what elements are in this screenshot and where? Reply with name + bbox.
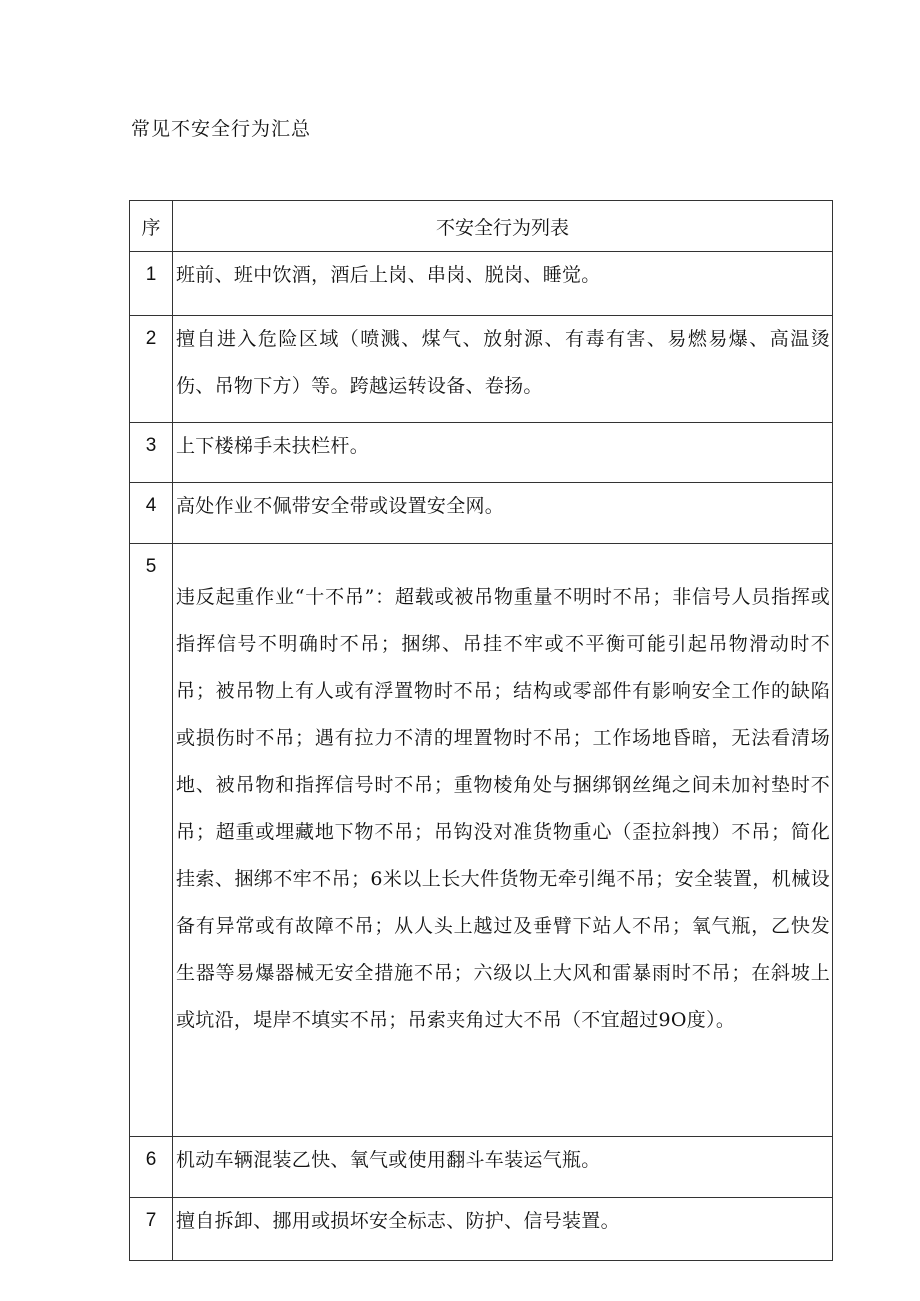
table-row [130,1198,833,1261]
row-text [173,316,833,423]
row-text [173,483,833,544]
row-text-content: 擅自进入危险区域（喷溅、煤气、放射源、有毒有害、易燃易爆、高温烫伤、吊物下方）等。跨越运转设备、卷扬。 [176,328,830,397]
header-behavior-list-cell: 不安全行为列表 [173,201,833,252]
row-text [173,252,833,316]
row-number: 2 [130,316,173,423]
row-text [173,544,833,1137]
row-text [173,1198,833,1261]
header-serial-cell: 序 [130,201,173,252]
table-header-row [130,201,833,252]
unsafe-behavior-table [129,200,833,1261]
document-title: 常见不安全行为汇总 [131,118,312,140]
row-number: 3 [130,423,173,483]
table-row [130,544,833,1137]
table-row [130,1137,833,1198]
row-text-content: 上下楼梯手未扶栏杆。 [176,435,370,457]
row-text [173,1137,833,1198]
table-row [130,316,833,423]
row-text-content: 高处作业不佩带安全带或设置安全网。 [176,495,505,517]
row-number: 5 [130,544,173,1137]
row-text-content: 机动车辆混装乙快、氧气或使用翻斗车装运气瓶。 [176,1149,601,1171]
row-number: 1 [130,252,173,316]
row-text-content: 擅自拆卸、挪用或损坏安全标志、防护、信号装置。 [176,1210,620,1232]
row-text [173,423,833,483]
table-row [130,252,833,316]
row-number: 6 [130,1137,173,1198]
row-text-content: 班前、班中饮酒，酒后上岗、串岗、脱岗、睡觉。 [176,264,601,286]
row-text-content: 违反起重作业“十不吊”：超载或被吊物重量不明时不吊；非信号人员指挥或指挥信号不明确时不吊；捆绑、吊挂不牢或不平衡可能引起吊物滑动时不吊；被吊物上有人或有浮置物时不吊；结构或零部件有影响安全工作的缺陷或损伤时不吊；遇有拉力不清的埋置物时不吊；工作场地昏暗，无法看清场地、被吊物和指挥信号时不吊；重物棱角处与捆绑钢丝绳之间未加衬垫时不吊；超重或埋藏地下物不吊；吊钩没对准货物重心（歪拉斜拽）不吊；简化挂索、捆绑不牢不吊；6米以上长大件货物无牵引绳不吊；安全装置，机械设备有异常或有故障不吊；从人头上越过及垂臂下站人不吊；氧气瓶，乙快发生器等易爆器械无安全措施不吊；六级以上大风和雷暴雨时不吊；在斜坡上或坑沿，堤岸不填实不吊；吊索夹角过大不吊（不宜超过9O度）。 [176,586,830,1031]
row-number: 7 [130,1198,173,1261]
row-number: 4 [130,483,173,544]
table-row [130,483,833,544]
table-row [130,423,833,483]
